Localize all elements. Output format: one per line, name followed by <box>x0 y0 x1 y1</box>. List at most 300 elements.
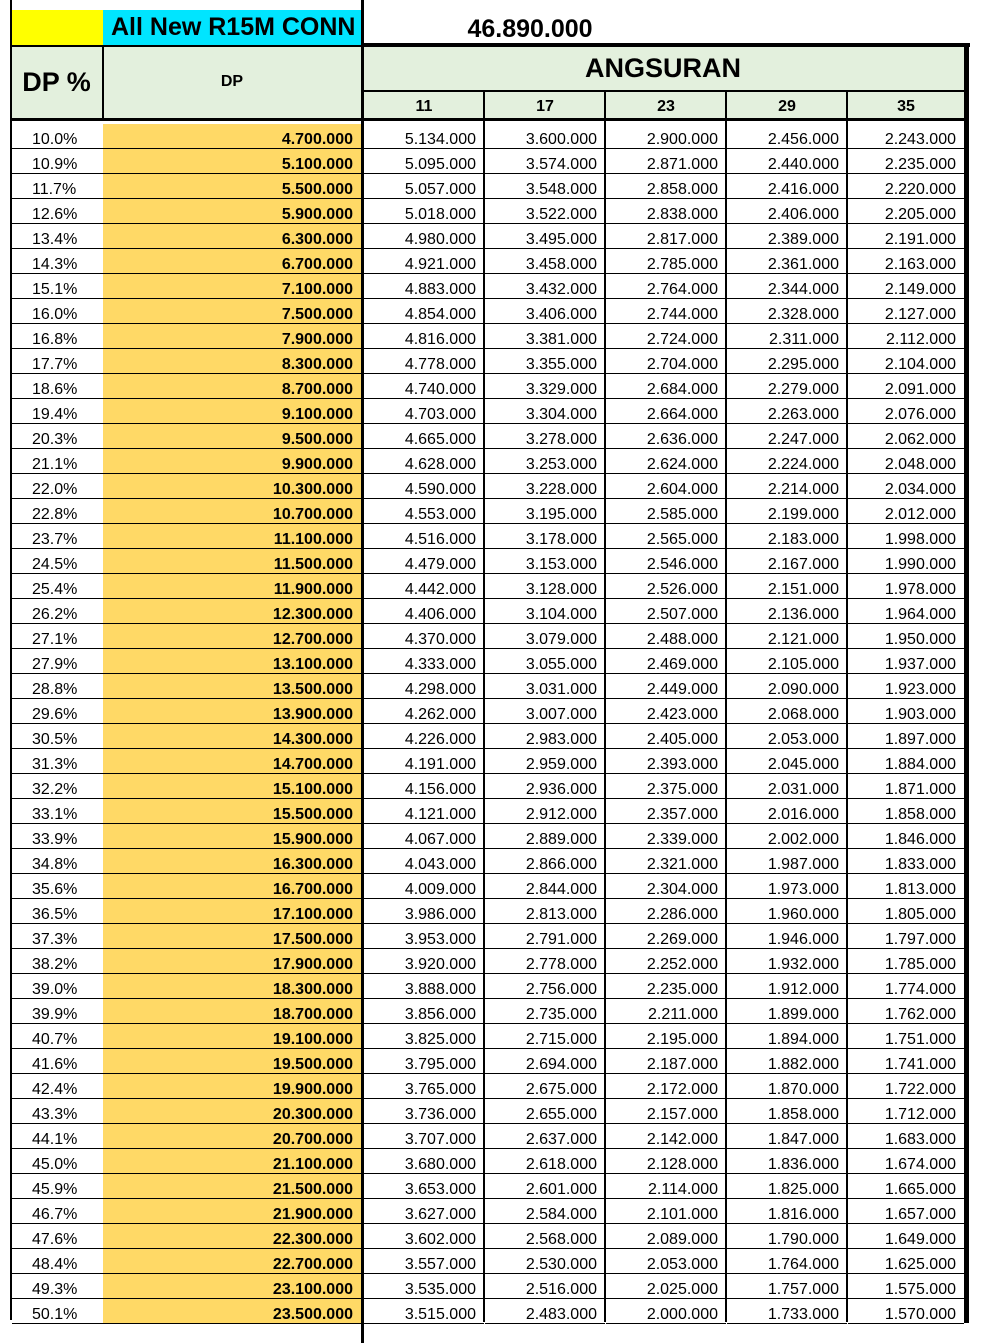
dp-percent-cell[interactable]: 40.7% <box>12 1024 103 1049</box>
dp-percent-cell[interactable]: 49.3% <box>12 1274 103 1299</box>
installment-cell-tenor-23[interactable]: 2.423.000 <box>606 699 726 724</box>
installment-cell-tenor-17[interactable]: 3.304.000 <box>485 399 605 424</box>
installment-cell-tenor-17[interactable]: 2.959.000 <box>485 749 605 774</box>
installment-cell-tenor-11[interactable]: 3.986.000 <box>364 899 484 924</box>
installment-cell-tenor-29[interactable]: 2.121.000 <box>727 624 847 649</box>
installment-cell-tenor-29[interactable]: 1.870.000 <box>727 1074 847 1099</box>
installment-cell-tenor-17[interactable]: 2.675.000 <box>485 1074 605 1099</box>
installment-cell-tenor-29[interactable]: 1.733.000 <box>727 1299 847 1324</box>
tenor-header-11[interactable]: 11 <box>364 92 484 118</box>
dp-amount-cell[interactable]: 8.700.000 <box>103 374 361 399</box>
dp-amount-cell[interactable]: 16.300.000 <box>103 849 361 874</box>
dp-amount-cell[interactable]: 19.900.000 <box>103 1074 361 1099</box>
dp-percent-cell[interactable]: 41.6% <box>12 1049 103 1074</box>
installment-cell-tenor-23[interactable]: 2.393.000 <box>606 749 726 774</box>
installment-cell-tenor-23[interactable]: 2.339.000 <box>606 824 726 849</box>
installment-cell-tenor-17[interactable]: 3.406.000 <box>485 299 605 324</box>
installment-cell-tenor-23[interactable]: 2.469.000 <box>606 649 726 674</box>
installment-cell-tenor-35[interactable]: 1.846.000 <box>848 824 964 849</box>
installment-cell-tenor-23[interactable]: 2.211.000 <box>606 999 726 1024</box>
installment-cell-tenor-35[interactable]: 1.712.000 <box>848 1099 964 1124</box>
installment-cell-tenor-23[interactable]: 2.357.000 <box>606 799 726 824</box>
installment-cell-tenor-29[interactable]: 2.090.000 <box>727 674 847 699</box>
dp-percent-cell[interactable]: 34.8% <box>12 849 103 874</box>
dp-percent-cell[interactable]: 43.3% <box>12 1099 103 1124</box>
installment-cell-tenor-17[interactable]: 3.574.000 <box>485 149 605 174</box>
installment-cell-tenor-23[interactable]: 2.764.000 <box>606 274 726 299</box>
installment-cell-tenor-17[interactable]: 3.278.000 <box>485 424 605 449</box>
installment-cell-tenor-29[interactable]: 1.790.000 <box>727 1224 847 1249</box>
installment-cell-tenor-35[interactable]: 2.220.000 <box>848 174 964 199</box>
tenor-header-17[interactable]: 17 <box>485 92 605 118</box>
installment-cell-tenor-11[interactable]: 3.557.000 <box>364 1249 484 1274</box>
installment-cell-tenor-23[interactable]: 2.604.000 <box>606 474 726 499</box>
installment-cell-tenor-29[interactable]: 2.136.000 <box>727 599 847 624</box>
installment-cell-tenor-29[interactable]: 1.987.000 <box>727 849 847 874</box>
installment-cell-tenor-17[interactable]: 3.355.000 <box>485 349 605 374</box>
dp-percent-cell[interactable]: 39.9% <box>12 999 103 1024</box>
installment-cell-tenor-29[interactable]: 1.836.000 <box>727 1149 847 1174</box>
installment-cell-tenor-11[interactable]: 3.680.000 <box>364 1149 484 1174</box>
dp-amount-cell[interactable]: 14.300.000 <box>103 724 361 749</box>
dp-amount-cell[interactable]: 7.500.000 <box>103 299 361 324</box>
installment-cell-tenor-17[interactable]: 3.055.000 <box>485 649 605 674</box>
installment-cell-tenor-35[interactable]: 2.235.000 <box>848 149 964 174</box>
installment-cell-tenor-29[interactable]: 2.183.000 <box>727 524 847 549</box>
dp-amount-cell[interactable]: 23.100.000 <box>103 1274 361 1299</box>
installment-cell-tenor-17[interactable]: 2.912.000 <box>485 799 605 824</box>
installment-cell-tenor-29[interactable]: 2.167.000 <box>727 549 847 574</box>
installment-cell-tenor-35[interactable]: 2.243.000 <box>848 124 964 149</box>
installment-cell-tenor-11[interactable]: 4.516.000 <box>364 524 484 549</box>
installment-cell-tenor-29[interactable]: 1.858.000 <box>727 1099 847 1124</box>
installment-cell-tenor-11[interactable]: 4.740.000 <box>364 374 484 399</box>
installment-cell-tenor-35[interactable]: 1.741.000 <box>848 1049 964 1074</box>
dp-amount-cell[interactable]: 7.100.000 <box>103 274 361 299</box>
installment-cell-tenor-29[interactable]: 2.263.000 <box>727 399 847 424</box>
product-price-cell[interactable]: 46.890.000 <box>467 15 593 43</box>
installment-cell-tenor-17[interactable]: 2.516.000 <box>485 1274 605 1299</box>
installment-cell-tenor-23[interactable]: 2.195.000 <box>606 1024 726 1049</box>
installment-cell-tenor-29[interactable]: 1.825.000 <box>727 1174 847 1199</box>
installment-cell-tenor-23[interactable]: 2.817.000 <box>606 224 726 249</box>
installment-cell-tenor-17[interactable]: 3.153.000 <box>485 549 605 574</box>
installment-cell-tenor-11[interactable]: 3.920.000 <box>364 949 484 974</box>
dp-amount-cell[interactable]: 12.700.000 <box>103 624 361 649</box>
installment-cell-tenor-23[interactable]: 2.858.000 <box>606 174 726 199</box>
installment-cell-tenor-17[interactable]: 3.253.000 <box>485 449 605 474</box>
installment-cell-tenor-17[interactable]: 3.195.000 <box>485 499 605 524</box>
tenor-header-35[interactable]: 35 <box>848 92 964 118</box>
installment-cell-tenor-11[interactable]: 4.628.000 <box>364 449 484 474</box>
installment-cell-tenor-29[interactable]: 1.912.000 <box>727 974 847 999</box>
installment-cell-tenor-23[interactable]: 2.000.000 <box>606 1299 726 1324</box>
installment-cell-tenor-35[interactable]: 2.091.000 <box>848 374 964 399</box>
installment-cell-tenor-29[interactable]: 2.456.000 <box>727 124 847 149</box>
dp-percent-cell[interactable]: 28.8% <box>12 674 103 699</box>
installment-cell-tenor-35[interactable]: 2.205.000 <box>848 199 964 224</box>
installment-cell-tenor-17[interactable]: 2.844.000 <box>485 874 605 899</box>
dp-amount-cell[interactable]: 21.500.000 <box>103 1174 361 1199</box>
installment-cell-tenor-23[interactable]: 2.101.000 <box>606 1199 726 1224</box>
installment-cell-tenor-35[interactable]: 2.076.000 <box>848 399 964 424</box>
dp-percent-cell[interactable]: 24.5% <box>12 549 103 574</box>
installment-cell-tenor-35[interactable]: 1.964.000 <box>848 599 964 624</box>
installment-cell-tenor-11[interactable]: 4.067.000 <box>364 824 484 849</box>
dp-percent-cell[interactable]: 37.3% <box>12 924 103 949</box>
installment-cell-tenor-17[interactable]: 3.228.000 <box>485 474 605 499</box>
dp-percent-cell[interactable]: 44.1% <box>12 1124 103 1149</box>
installment-cell-tenor-29[interactable]: 2.053.000 <box>727 724 847 749</box>
installment-cell-tenor-17[interactable]: 3.381.000 <box>485 324 605 349</box>
dp-amount-cell[interactable]: 9.500.000 <box>103 424 361 449</box>
product-title-cell[interactable]: All New R15M CONN <box>103 10 361 45</box>
installment-cell-tenor-35[interactable]: 1.858.000 <box>848 799 964 824</box>
dp-amount-cell[interactable]: 14.700.000 <box>103 749 361 774</box>
installment-cell-tenor-23[interactable]: 2.704.000 <box>606 349 726 374</box>
installment-cell-tenor-35[interactable]: 1.797.000 <box>848 924 964 949</box>
installment-cell-tenor-17[interactable]: 2.778.000 <box>485 949 605 974</box>
installment-cell-tenor-17[interactable]: 2.601.000 <box>485 1174 605 1199</box>
installment-cell-tenor-29[interactable]: 2.016.000 <box>727 799 847 824</box>
installment-cell-tenor-23[interactable]: 2.684.000 <box>606 374 726 399</box>
dp-percent-cell[interactable]: 14.3% <box>12 249 103 274</box>
installment-cell-tenor-35[interactable]: 1.950.000 <box>848 624 964 649</box>
installment-cell-tenor-17[interactable]: 2.530.000 <box>485 1249 605 1274</box>
installment-cell-tenor-23[interactable]: 2.321.000 <box>606 849 726 874</box>
dp-amount-cell[interactable]: 10.700.000 <box>103 499 361 524</box>
dp-percent-cell[interactable]: 42.4% <box>12 1074 103 1099</box>
installment-cell-tenor-17[interactable]: 3.128.000 <box>485 574 605 599</box>
dp-percent-cell[interactable]: 23.7% <box>12 524 103 549</box>
installment-cell-tenor-35[interactable]: 1.978.000 <box>848 574 964 599</box>
dp-percent-cell[interactable]: 16.0% <box>12 299 103 324</box>
installment-cell-tenor-11[interactable]: 3.707.000 <box>364 1124 484 1149</box>
installment-cell-tenor-29[interactable]: 1.847.000 <box>727 1124 847 1149</box>
installment-cell-tenor-11[interactable]: 4.479.000 <box>364 549 484 574</box>
installment-cell-tenor-29[interactable]: 2.328.000 <box>727 299 847 324</box>
installment-cell-tenor-35[interactable]: 1.785.000 <box>848 949 964 974</box>
installment-cell-tenor-35[interactable]: 1.990.000 <box>848 549 964 574</box>
installment-cell-tenor-29[interactable]: 2.311.000 <box>727 324 847 349</box>
installment-cell-tenor-29[interactable]: 2.406.000 <box>727 199 847 224</box>
installment-cell-tenor-11[interactable]: 4.262.000 <box>364 699 484 724</box>
dp-amount-cell[interactable]: 21.900.000 <box>103 1199 361 1224</box>
installment-cell-tenor-29[interactable]: 2.389.000 <box>727 224 847 249</box>
installment-cell-tenor-35[interactable]: 2.048.000 <box>848 449 964 474</box>
installment-cell-tenor-23[interactable]: 2.585.000 <box>606 499 726 524</box>
installment-cell-tenor-23[interactable]: 2.565.000 <box>606 524 726 549</box>
installment-cell-tenor-29[interactable]: 2.151.000 <box>727 574 847 599</box>
dp-percent-cell[interactable]: 27.9% <box>12 649 103 674</box>
dp-amount-cell[interactable]: 17.900.000 <box>103 949 361 974</box>
installment-cell-tenor-11[interactable]: 3.535.000 <box>364 1274 484 1299</box>
dp-percent-cell[interactable]: 13.4% <box>12 224 103 249</box>
dp-amount-cell[interactable]: 11.900.000 <box>103 574 361 599</box>
dp-percent-cell[interactable]: 38.2% <box>12 949 103 974</box>
installment-cell-tenor-35[interactable]: 1.805.000 <box>848 899 964 924</box>
installment-cell-tenor-17[interactable]: 2.584.000 <box>485 1199 605 1224</box>
installment-cell-tenor-17[interactable]: 2.655.000 <box>485 1099 605 1124</box>
installment-cell-tenor-29[interactable]: 1.816.000 <box>727 1199 847 1224</box>
installment-cell-tenor-35[interactable]: 1.833.000 <box>848 849 964 874</box>
dp-percent-cell[interactable]: 12.6% <box>12 199 103 224</box>
installment-cell-tenor-35[interactable]: 2.062.000 <box>848 424 964 449</box>
dp-percent-cell[interactable]: 19.4% <box>12 399 103 424</box>
installment-cell-tenor-17[interactable]: 3.548.000 <box>485 174 605 199</box>
dp-percent-cell[interactable]: 21.1% <box>12 449 103 474</box>
dp-amount-cell[interactable]: 10.300.000 <box>103 474 361 499</box>
installment-cell-tenor-29[interactable]: 2.045.000 <box>727 749 847 774</box>
installment-cell-tenor-35[interactable]: 1.762.000 <box>848 999 964 1024</box>
dp-amount-cell[interactable]: 11.100.000 <box>103 524 361 549</box>
dp-percent-cell[interactable]: 17.7% <box>12 349 103 374</box>
installment-cell-tenor-29[interactable]: 2.002.000 <box>727 824 847 849</box>
installment-cell-tenor-35[interactable]: 1.897.000 <box>848 724 964 749</box>
installment-cell-tenor-23[interactable]: 2.507.000 <box>606 599 726 624</box>
installment-cell-tenor-23[interactable]: 2.488.000 <box>606 624 726 649</box>
installment-cell-tenor-11[interactable]: 4.333.000 <box>364 649 484 674</box>
dp-percent-cell[interactable]: 39.0% <box>12 974 103 999</box>
installment-cell-tenor-23[interactable]: 2.089.000 <box>606 1224 726 1249</box>
dp-amount-cell[interactable]: 15.900.000 <box>103 824 361 849</box>
installment-cell-tenor-23[interactable]: 2.142.000 <box>606 1124 726 1149</box>
installment-cell-tenor-17[interactable]: 2.791.000 <box>485 924 605 949</box>
installment-cell-tenor-17[interactable]: 2.983.000 <box>485 724 605 749</box>
dp-amount-cell[interactable]: 5.900.000 <box>103 199 361 224</box>
installment-cell-tenor-17[interactable]: 3.522.000 <box>485 199 605 224</box>
installment-cell-tenor-11[interactable]: 3.825.000 <box>364 1024 484 1049</box>
installment-cell-tenor-29[interactable]: 2.279.000 <box>727 374 847 399</box>
dp-percent-cell[interactable]: 47.6% <box>12 1224 103 1249</box>
dp-percent-cell[interactable]: 25.4% <box>12 574 103 599</box>
installment-cell-tenor-17[interactable]: 3.104.000 <box>485 599 605 624</box>
installment-cell-tenor-17[interactable]: 3.329.000 <box>485 374 605 399</box>
installment-cell-tenor-35[interactable]: 1.570.000 <box>848 1299 964 1324</box>
installment-cell-tenor-23[interactable]: 2.636.000 <box>606 424 726 449</box>
dp-amount-cell[interactable]: 17.100.000 <box>103 899 361 924</box>
installment-cell-tenor-17[interactable]: 2.735.000 <box>485 999 605 1024</box>
dp-amount-cell[interactable]: 15.500.000 <box>103 799 361 824</box>
dp-percent-header[interactable]: DP % <box>10 46 103 118</box>
dp-percent-cell[interactable]: 30.5% <box>12 724 103 749</box>
installment-cell-tenor-23[interactable]: 2.526.000 <box>606 574 726 599</box>
dp-percent-cell[interactable]: 36.5% <box>12 899 103 924</box>
installment-cell-tenor-29[interactable]: 1.757.000 <box>727 1274 847 1299</box>
installment-cell-tenor-35[interactable]: 2.163.000 <box>848 249 964 274</box>
installment-cell-tenor-11[interactable]: 3.515.000 <box>364 1299 484 1324</box>
dp-amount-cell[interactable]: 11.500.000 <box>103 549 361 574</box>
installment-cell-tenor-11[interactable]: 5.095.000 <box>364 149 484 174</box>
dp-percent-cell[interactable]: 32.2% <box>12 774 103 799</box>
dp-percent-cell[interactable]: 45.9% <box>12 1174 103 1199</box>
installment-cell-tenor-23[interactable]: 2.286.000 <box>606 899 726 924</box>
installment-cell-tenor-23[interactable]: 2.252.000 <box>606 949 726 974</box>
installment-cell-tenor-29[interactable]: 2.105.000 <box>727 649 847 674</box>
dp-amount-cell[interactable]: 19.500.000 <box>103 1049 361 1074</box>
installment-cell-tenor-23[interactable]: 2.157.000 <box>606 1099 726 1124</box>
installment-cell-tenor-11[interactable]: 3.856.000 <box>364 999 484 1024</box>
installment-cell-tenor-17[interactable]: 2.618.000 <box>485 1149 605 1174</box>
dp-percent-cell[interactable]: 22.8% <box>12 499 103 524</box>
installment-cell-tenor-23[interactable]: 2.053.000 <box>606 1249 726 1274</box>
installment-cell-tenor-35[interactable]: 1.657.000 <box>848 1199 964 1224</box>
installment-cell-tenor-29[interactable]: 1.973.000 <box>727 874 847 899</box>
installment-cell-tenor-17[interactable]: 2.866.000 <box>485 849 605 874</box>
installment-cell-tenor-29[interactable]: 2.247.000 <box>727 424 847 449</box>
installment-cell-tenor-17[interactable]: 3.495.000 <box>485 224 605 249</box>
installment-cell-tenor-11[interactable]: 3.888.000 <box>364 974 484 999</box>
installment-cell-tenor-11[interactable]: 4.406.000 <box>364 599 484 624</box>
installment-cell-tenor-23[interactable]: 2.269.000 <box>606 924 726 949</box>
installment-cell-tenor-11[interactable]: 3.736.000 <box>364 1099 484 1124</box>
dp-amount-cell[interactable]: 12.300.000 <box>103 599 361 624</box>
installment-cell-tenor-11[interactable]: 4.703.000 <box>364 399 484 424</box>
dp-percent-cell[interactable]: 20.3% <box>12 424 103 449</box>
dp-percent-cell[interactable]: 29.6% <box>12 699 103 724</box>
installment-cell-tenor-35[interactable]: 1.884.000 <box>848 749 964 774</box>
installment-cell-tenor-29[interactable]: 2.440.000 <box>727 149 847 174</box>
installment-cell-tenor-11[interactable]: 4.370.000 <box>364 624 484 649</box>
installment-cell-tenor-17[interactable]: 2.756.000 <box>485 974 605 999</box>
installment-cell-tenor-35[interactable]: 1.649.000 <box>848 1224 964 1249</box>
installment-cell-tenor-11[interactable]: 5.057.000 <box>364 174 484 199</box>
installment-cell-tenor-11[interactable]: 3.602.000 <box>364 1224 484 1249</box>
installment-cell-tenor-17[interactable]: 2.637.000 <box>485 1124 605 1149</box>
installment-cell-tenor-29[interactable]: 1.882.000 <box>727 1049 847 1074</box>
installment-cell-tenor-17[interactable]: 3.600.000 <box>485 124 605 149</box>
dp-amount-cell[interactable]: 15.100.000 <box>103 774 361 799</box>
dp-percent-cell[interactable]: 18.6% <box>12 374 103 399</box>
installment-cell-tenor-11[interactable]: 4.442.000 <box>364 574 484 599</box>
installment-cell-tenor-11[interactable]: 4.590.000 <box>364 474 484 499</box>
dp-percent-cell[interactable]: 22.0% <box>12 474 103 499</box>
dp-amount-cell[interactable]: 9.900.000 <box>103 449 361 474</box>
dp-percent-cell[interactable]: 31.3% <box>12 749 103 774</box>
installment-cell-tenor-23[interactable]: 2.546.000 <box>606 549 726 574</box>
installment-cell-tenor-35[interactable]: 1.998.000 <box>848 524 964 549</box>
installment-cell-tenor-17[interactable]: 3.031.000 <box>485 674 605 699</box>
installment-cell-tenor-29[interactable]: 2.295.000 <box>727 349 847 374</box>
installment-cell-tenor-29[interactable]: 1.932.000 <box>727 949 847 974</box>
installment-cell-tenor-11[interactable]: 4.854.000 <box>364 299 484 324</box>
dp-percent-cell[interactable]: 33.1% <box>12 799 103 824</box>
installment-cell-tenor-17[interactable]: 3.458.000 <box>485 249 605 274</box>
installment-cell-tenor-23[interactable]: 2.900.000 <box>606 124 726 149</box>
installment-cell-tenor-11[interactable]: 3.953.000 <box>364 924 484 949</box>
installment-cell-tenor-23[interactable]: 2.724.000 <box>606 324 726 349</box>
dp-percent-cell[interactable]: 35.6% <box>12 874 103 899</box>
installment-cell-tenor-11[interactable]: 3.795.000 <box>364 1049 484 1074</box>
dp-amount-cell[interactable]: 7.900.000 <box>103 324 361 349</box>
dp-header[interactable]: DP <box>103 46 361 118</box>
dp-percent-cell[interactable]: 16.8% <box>12 324 103 349</box>
installment-cell-tenor-23[interactable]: 2.871.000 <box>606 149 726 174</box>
dp-percent-cell[interactable]: 10.9% <box>12 149 103 174</box>
installment-cell-tenor-23[interactable]: 2.785.000 <box>606 249 726 274</box>
tenor-header-23[interactable]: 23 <box>606 92 726 118</box>
dp-amount-cell[interactable]: 4.700.000 <box>103 124 361 149</box>
installment-cell-tenor-35[interactable]: 2.112.000 <box>848 324 964 349</box>
installment-cell-tenor-29[interactable]: 2.199.000 <box>727 499 847 524</box>
installment-cell-tenor-17[interactable]: 3.079.000 <box>485 624 605 649</box>
installment-cell-tenor-17[interactable]: 2.936.000 <box>485 774 605 799</box>
installment-cell-tenor-35[interactable]: 2.191.000 <box>848 224 964 249</box>
installment-cell-tenor-29[interactable]: 2.031.000 <box>727 774 847 799</box>
installment-cell-tenor-23[interactable]: 2.375.000 <box>606 774 726 799</box>
installment-cell-tenor-29[interactable]: 1.764.000 <box>727 1249 847 1274</box>
installment-cell-tenor-17[interactable]: 2.694.000 <box>485 1049 605 1074</box>
installment-cell-tenor-17[interactable]: 3.007.000 <box>485 699 605 724</box>
dp-amount-cell[interactable]: 8.300.000 <box>103 349 361 374</box>
installment-cell-tenor-29[interactable]: 2.214.000 <box>727 474 847 499</box>
installment-cell-tenor-11[interactable]: 3.765.000 <box>364 1074 484 1099</box>
installment-cell-tenor-35[interactable]: 2.012.000 <box>848 499 964 524</box>
installment-cell-tenor-23[interactable]: 2.405.000 <box>606 724 726 749</box>
installment-cell-tenor-35[interactable]: 1.674.000 <box>848 1149 964 1174</box>
dp-percent-cell[interactable]: 10.0% <box>12 124 103 149</box>
installment-cell-tenor-35[interactable]: 2.149.000 <box>848 274 964 299</box>
dp-percent-cell[interactable]: 48.4% <box>12 1249 103 1274</box>
installment-cell-tenor-23[interactable]: 2.128.000 <box>606 1149 726 1174</box>
top-yellow-cell[interactable] <box>10 10 103 45</box>
dp-percent-cell[interactable]: 33.9% <box>12 824 103 849</box>
installment-cell-tenor-35[interactable]: 1.683.000 <box>848 1124 964 1149</box>
installment-cell-tenor-29[interactable]: 2.068.000 <box>727 699 847 724</box>
installment-cell-tenor-17[interactable]: 2.813.000 <box>485 899 605 924</box>
installment-cell-tenor-11[interactable]: 4.665.000 <box>364 424 484 449</box>
installment-cell-tenor-17[interactable]: 3.432.000 <box>485 274 605 299</box>
installment-cell-tenor-11[interactable]: 3.653.000 <box>364 1174 484 1199</box>
installment-cell-tenor-17[interactable]: 2.715.000 <box>485 1024 605 1049</box>
installment-cell-tenor-11[interactable]: 4.043.000 <box>364 849 484 874</box>
installment-cell-tenor-11[interactable]: 4.156.000 <box>364 774 484 799</box>
installment-cell-tenor-29[interactable]: 1.899.000 <box>727 999 847 1024</box>
dp-amount-cell[interactable]: 16.700.000 <box>103 874 361 899</box>
dp-percent-cell[interactable]: 27.1% <box>12 624 103 649</box>
installment-cell-tenor-35[interactable]: 1.871.000 <box>848 774 964 799</box>
dp-amount-cell[interactable]: 13.100.000 <box>103 649 361 674</box>
installment-cell-tenor-29[interactable]: 1.946.000 <box>727 924 847 949</box>
installment-cell-tenor-11[interactable]: 4.009.000 <box>364 874 484 899</box>
installment-cell-tenor-29[interactable]: 2.224.000 <box>727 449 847 474</box>
installment-cell-tenor-11[interactable]: 4.121.000 <box>364 799 484 824</box>
installment-cell-tenor-23[interactable]: 2.838.000 <box>606 199 726 224</box>
dp-amount-cell[interactable]: 18.300.000 <box>103 974 361 999</box>
installment-cell-tenor-35[interactable]: 2.127.000 <box>848 299 964 324</box>
installment-cell-tenor-17[interactable]: 3.178.000 <box>485 524 605 549</box>
installment-cell-tenor-17[interactable]: 2.568.000 <box>485 1224 605 1249</box>
installment-cell-tenor-29[interactable]: 2.361.000 <box>727 249 847 274</box>
dp-amount-cell[interactable]: 23.500.000 <box>103 1299 361 1324</box>
installment-cell-tenor-29[interactable]: 2.344.000 <box>727 274 847 299</box>
installment-cell-tenor-17[interactable]: 2.483.000 <box>485 1299 605 1324</box>
installment-cell-tenor-23[interactable]: 2.187.000 <box>606 1049 726 1074</box>
installment-cell-tenor-11[interactable]: 4.883.000 <box>364 274 484 299</box>
installment-cell-tenor-23[interactable]: 2.664.000 <box>606 399 726 424</box>
installment-cell-tenor-35[interactable]: 2.104.000 <box>848 349 964 374</box>
installment-cell-tenor-23[interactable]: 2.744.000 <box>606 299 726 324</box>
installment-cell-tenor-35[interactable]: 1.665.000 <box>848 1174 964 1199</box>
installment-cell-tenor-23[interactable]: 2.449.000 <box>606 674 726 699</box>
dp-amount-cell[interactable]: 20.700.000 <box>103 1124 361 1149</box>
installment-cell-tenor-29[interactable]: 2.416.000 <box>727 174 847 199</box>
installment-cell-tenor-11[interactable]: 4.921.000 <box>364 249 484 274</box>
installment-cell-tenor-11[interactable]: 4.226.000 <box>364 724 484 749</box>
dp-amount-cell[interactable]: 22.700.000 <box>103 1249 361 1274</box>
installment-cell-tenor-35[interactable]: 1.903.000 <box>848 699 964 724</box>
dp-amount-cell[interactable]: 19.100.000 <box>103 1024 361 1049</box>
